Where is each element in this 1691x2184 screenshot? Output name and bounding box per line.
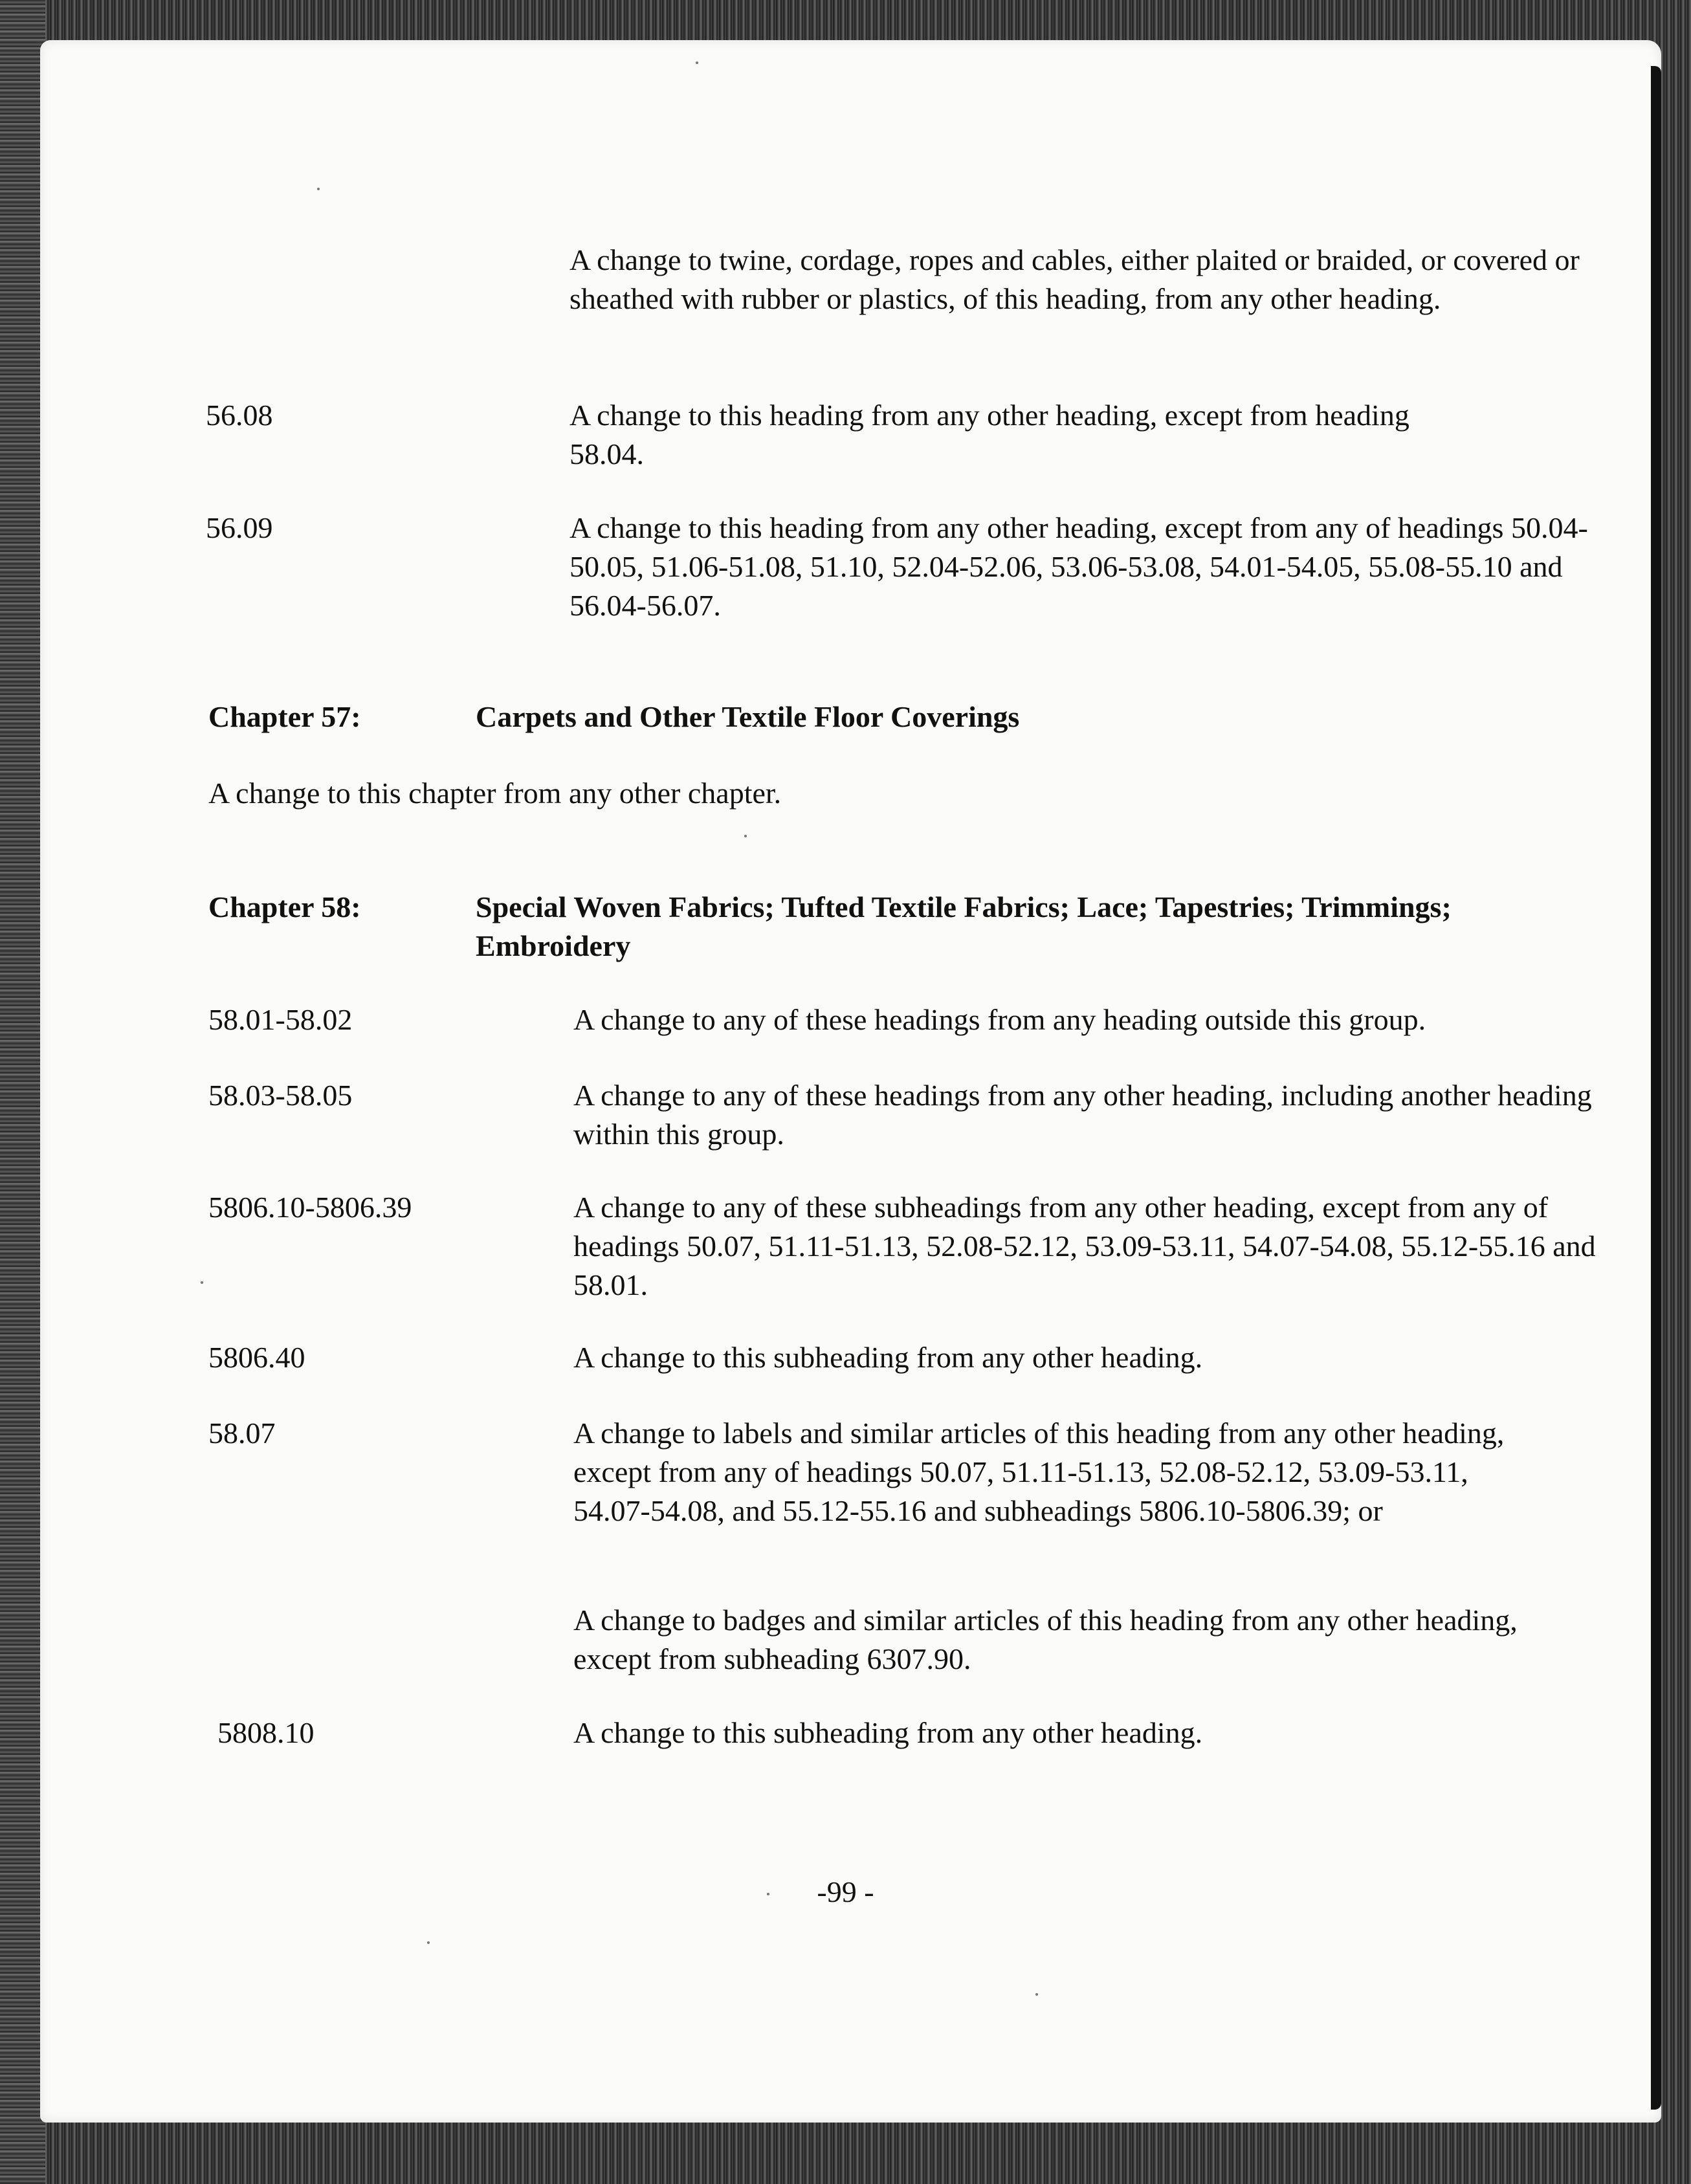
entry-description: A change to labels and similar articles of this heading from any other heading, except from any of headings 50.07, 51.11-51.13, 52.08-52.12, 53.09-53.11, 54.07-54.08, and 55.12-55.16 and subheadings 5806.10-5806.39; or xyxy=(573,1417,1505,1527)
page-binding-edge xyxy=(1651,66,1661,2110)
entry-description-alternative: A change to badges and similar articles of this heading from any other heading, except from subheading 6307.90. xyxy=(573,1604,1518,1675)
scan-speck xyxy=(696,61,698,64)
continuation-description: A change to twine, cordage, ropes and cables, either plaited or braided, or covered or sheathed with rubber or plastics, of this heading, from any other heading. xyxy=(569,243,1580,315)
scan-speck xyxy=(427,1941,430,1944)
entry-code: 5808.10 xyxy=(217,1716,315,1749)
chapter-58-title: Special Woven Fabrics; Tufted Textile Fabrics; Lace; Tapestries; Trimmings; Embroidery xyxy=(476,890,1452,962)
entry-description: A change to this subheading from any other heading. xyxy=(573,1341,1203,1374)
scan-speck xyxy=(1035,1993,1038,1996)
scan-speck xyxy=(744,835,747,837)
entry-code: 58.07 xyxy=(208,1417,276,1450)
entry-code: 58.03-58.05 xyxy=(208,1079,353,1112)
entry-description: A change to any of these headings from any other heading, including another heading within this group. xyxy=(573,1079,1592,1151)
entry-description: A change to this heading from any other heading, except from any of headings 50.04-50.05, 51.06-51.08, 51.10, 52.04-52.06, 53.06-53.08, 54.01-54.05, 55.08-55.10 and 56.04-56.07. xyxy=(569,511,1588,622)
entry-description: A change to any of these headings from any heading outside this group. xyxy=(573,1003,1426,1036)
chapter-57-rule: A change to this chapter from any other chapter. xyxy=(208,777,782,810)
entry-description: A change to this heading from any other heading, except from heading 58.04. xyxy=(569,399,1409,470)
entry-code: 5806.10-5806.39 xyxy=(208,1191,412,1224)
entry-code: 5806.40 xyxy=(208,1341,305,1374)
entry-description: A change to any of these subheadings from any other heading, except from any of headings 50.07, 51.11-51.13, 52.08-52.12, 53.09-53.11, 54.07-54.08, 55.12-55.16 and 58.01. xyxy=(573,1191,1596,1301)
page-number: -99 - xyxy=(817,1875,874,1908)
scan-speck xyxy=(317,188,320,190)
entry-code: 56.09 xyxy=(206,511,273,544)
chapter-58-label: Chapter 58: xyxy=(208,890,361,923)
scan-speck xyxy=(201,1281,203,1284)
scan-border-left xyxy=(0,0,45,2184)
entry-code: 56.08 xyxy=(206,399,273,432)
entry-description: A change to this subheading from any other heading. xyxy=(573,1716,1203,1749)
chapter-57-label: Chapter 57: xyxy=(208,700,361,733)
entry-code: 58.01-58.02 xyxy=(208,1003,353,1036)
chapter-57-title: Carpets and Other Textile Floor Coverings xyxy=(476,700,1020,733)
